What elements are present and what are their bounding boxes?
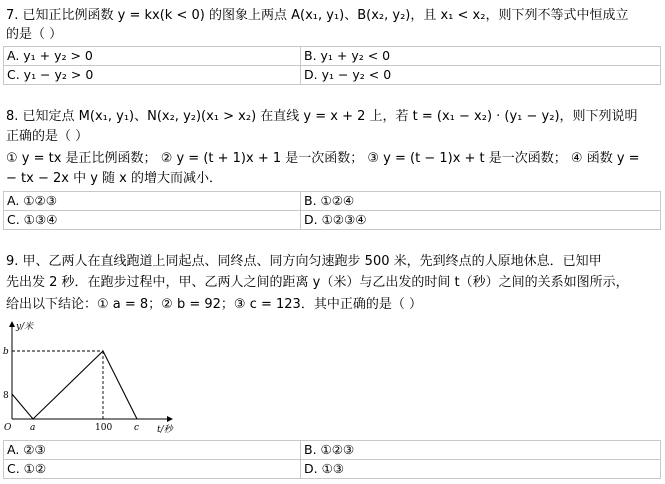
q7-option-a[interactable]: A. y₁ + y₂ > 0 (4, 47, 301, 66)
q9-graph-label-8: 8 (3, 391, 9, 401)
q8-option-a[interactable]: A. ①②③ (4, 192, 301, 211)
q9-graph-distance-line (12, 351, 137, 419)
q9-graph-label-b: b (3, 347, 9, 357)
q9-graph-x-label: t/秒 (157, 425, 173, 435)
q9-option-d[interactable]: D. ①③ (301, 460, 661, 479)
q9-stem-line-3: 给出以下结论：① a = 8；② b = 92；③ c = 123．其中正确的是（ ） (6, 297, 422, 312)
q7-option-c[interactable]: C. y₁ − y₂ > 0 (4, 66, 301, 85)
q9-option-b[interactable]: B. ①②③ (301, 441, 661, 460)
q9-options-table (3, 440, 661, 479)
q8-option-c[interactable]: C. ①③④ (4, 211, 301, 230)
q9-stem-line-2: 先出发 2 秒．在跑步过程中，甲、乙两人之间的距离 y（米）与乙出发的时间 t（秒）之间的关系如图所示， (6, 275, 629, 290)
q9-graph-origin: O (4, 423, 12, 433)
q8-stem-line-1: 8. 已知定点 M(x₁, y₁)、N(x₂, y₂)(x₁ > x₂) 在直线 y = x + 2 上，若 t = (x₁ − x₂) · (y₁ − y₂)，则下列说明 (6, 109, 638, 124)
q7-option-b[interactable]: B. y₁ + y₂ < 0 (301, 47, 661, 66)
q9-graph (0, 318, 180, 438)
q8-stem-line-2: 正确的是（ ） (6, 129, 89, 144)
q7-stem-line-1: 7. 已知正比例函数 y = kx(k < 0) 的图象上两点 A(x₁, y₁)、B(x₂, y₂)，且 x₁ < x₂，则下列不等式中恒成立 (6, 8, 629, 23)
q9-option-c[interactable]: C. ①② (4, 460, 301, 479)
q9-graph-label-c: c (134, 423, 140, 433)
q8-stem-line-4: − tx − 2x 中 y 随 x 的增大而减小． (6, 171, 222, 186)
q7-options-table (3, 46, 661, 85)
q9-graph-label-a: a (30, 423, 36, 433)
q8-option-b[interactable]: B. ①②④ (301, 192, 661, 211)
q9-option-a[interactable]: A. ②③ (4, 441, 301, 460)
q8-option-d[interactable]: D. ①②③④ (301, 211, 661, 230)
q9-graph-y-label: y/米 (16, 322, 34, 332)
q7-option-d[interactable]: D. y₁ − y₂ < 0 (301, 66, 661, 85)
q7-stem-line-2: 的是（ ） (6, 27, 63, 42)
q8-stem-line-3: ① y = tx 是正比例函数； ② y = (t + 1)x + 1 是一次函数； ③ y = (t − 1)x + t 是一次函数； ④ 函数 y = (6, 151, 640, 166)
q9-stem-line-1: 9. 甲、乙两人在直线跑道上同起点、同终点、同方向匀速跑步 500 米，先到终点的人原地休息．已知甲 (6, 254, 602, 269)
q9-graph-label-100: 100 (95, 423, 113, 433)
q8-options-table (3, 191, 661, 230)
